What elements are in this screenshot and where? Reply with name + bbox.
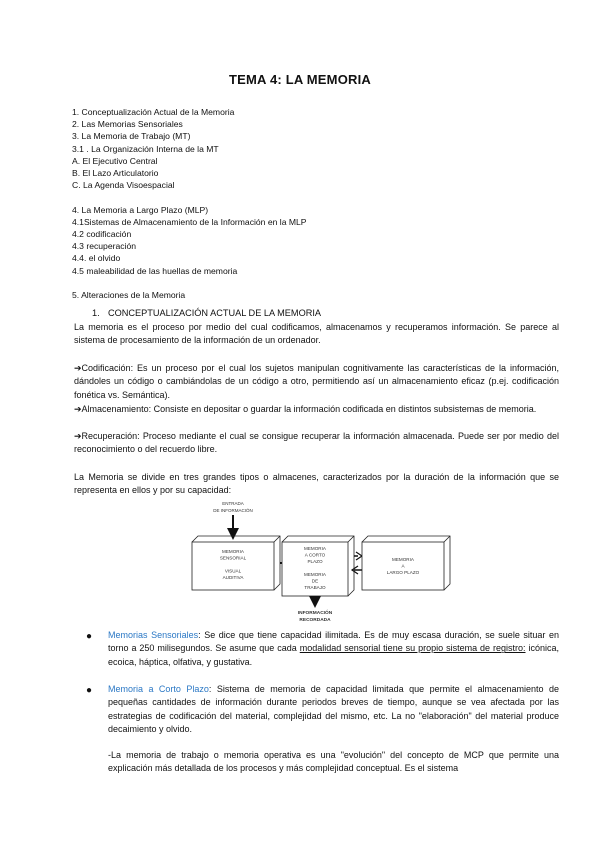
working-memory-paragraph: -La memoria de trabajo o memoria operativa es una "evolución" del concepto de MCP que permite una explicación más detallada de los procesos y más complejidad conceptual. Es el sistema [108,750,559,774]
diagram-box-label: PLAZO [307,559,323,564]
toc-item: A. El Ejecutivo Central [72,155,158,166]
svg-text:DE INFORMACIÓN: DE INFORMACIÓN [213,508,253,513]
svg-text:RECORDADA: RECORDADA [299,618,331,623]
toc-item: 5. Alteraciones de la Memoria [72,290,186,301]
diagram-box-label: MEMORIA [222,549,244,554]
bullet-marker: ● [86,685,93,696]
diagram-box-label: VISUAL [224,568,242,574]
sensory-memories-text-end: icónica, ecoica, háptica, olfativa, y gustativa. [108,643,559,667]
section-number: 1. [92,308,100,318]
almacenamiento-label: ➔Almacenamiento [74,404,149,414]
diagram-box-label: MEMORIA [304,546,326,551]
toc-item: 3. La Memoria de Trabajo (MT) [72,131,191,142]
bullet-marker: ● [86,631,93,642]
output-label [298,608,333,623]
short-term-memory-label: Memoria a Corto Plazo [108,684,209,694]
codificacion-paragraph [74,362,559,402]
toc-item: C. La Agenda Visoespacial [72,180,175,191]
toc-item: 4.1Sistemas de Almacenamiento de la Información en la MLP [72,216,307,227]
sensory-memories-text: : Se dice que tiene capacidad ilimitada. Es de muy escasa duración, se suele situar en torno a 250 milisegundos. Se asume que cada [108,630,559,654]
toc-item: 2. Las Memorias Sensoriales [72,119,183,130]
svg-text:INFORMACIÓN: INFORMACIÓN [297,611,333,616]
diagram-box-label: TRABAJO [304,585,326,590]
toc-item: 1. Conceptualización Actual de la Memoria [72,107,235,117]
toc-spacer [72,277,307,289]
sensory-memories-item [108,629,559,669]
toc-item: 3.1 . La Organización Interna de la MT [72,143,219,154]
diagram-box-label: SENSORIAL [219,555,247,561]
table-of-contents [72,106,307,301]
diagram-box-label: A CORTO [304,552,326,558]
recuperacion-paragraph [74,430,559,457]
short-term-memory-text: : Sistema de memoria de capacidad limitada que permite el almacenamiento de pequeñas cantidades de información durante periodos breves de tiempo, aunque se vea afectada por las estrategias de codificación del material, complejidad del mismo, etc. La no "elaboración" del material produce decaimiento y olvido. [108,684,559,734]
sensory-memories-underlined: modalidad sensorial tiene su propio sistema de registro: [299,643,526,654]
diagram-box-label: MEMORIA [392,557,414,562]
toc-spacer [72,191,307,203]
diagram-box-label: AUDITIVA [222,575,244,580]
almacenamiento-text: : Consiste en depositar o guardar la información codificada en distintos subsistemas de memoria. [148,404,537,414]
long-term-memory-box [362,536,450,590]
short-term-memory-box [282,536,354,596]
toc-item: 4.2 codificación [72,229,132,240]
codificacion-text: : Es un proceso por el cual los sujetos manipulan cognitivamente las características de la información, dándoles un código o cambiándolas de un código a otro, permitiendo así un almacenamiento eficaz (p.ej. codificación fonética vs. Semántica). [74,363,559,400]
diagram-box-label: LARGO PLAZO [386,570,420,575]
sensory-memories-label: Memorias Sensoriales [108,630,199,640]
memory-model-diagram [190,500,570,625]
codificacion-label: ➔Codificación [74,363,131,373]
diagram-box-label: A [401,563,405,569]
diagram-box-label: MEMORIA [304,572,326,577]
section-heading [92,308,321,318]
toc-item: 4.4. el olvido [72,253,121,264]
toc-item: 4.5 maleabilidad de las huellas de memoria [72,265,238,276]
sensory-memory-box [192,536,280,590]
recuperacion-label: ➔Recuperación [74,431,138,441]
document-title: TEMA 4: LA MEMORIA [228,72,372,87]
recuperacion-text: : Proceso mediante el cual se consigue recuperar la información almacenada. Puede ser por medio del reconocimiento o del recuerdo libre. [74,431,559,455]
svg-text:ENTRADA: ENTRADA [222,501,244,506]
diagram-box-label: DE [311,578,319,584]
toc-item: 4.3 recuperación [72,241,137,252]
toc-item: B. El Lazo Articulatorio [72,168,159,179]
input-label [213,501,253,513]
section-title: CONCEPTUALIZACIÓN ACTUAL DE LA MEMORIA [108,308,322,318]
division-paragraph: La Memoria se divide en tres grandes tipos o almacenes, caracterizados por la duración de la información que se representa en ellos y por su capacidad: [74,472,559,496]
toc-item: 4. La Memoria a Largo Plazo (MLP) [72,204,209,215]
almacenamiento-paragraph [74,403,559,416]
short-term-memory-item [108,683,559,736]
intro-paragraph: La memoria es el proceso por medio del cual codificamos, almacenamos y recuperamos información. Se parece al sistema de procesamiento de la información de un ordenador. [74,322,559,346]
